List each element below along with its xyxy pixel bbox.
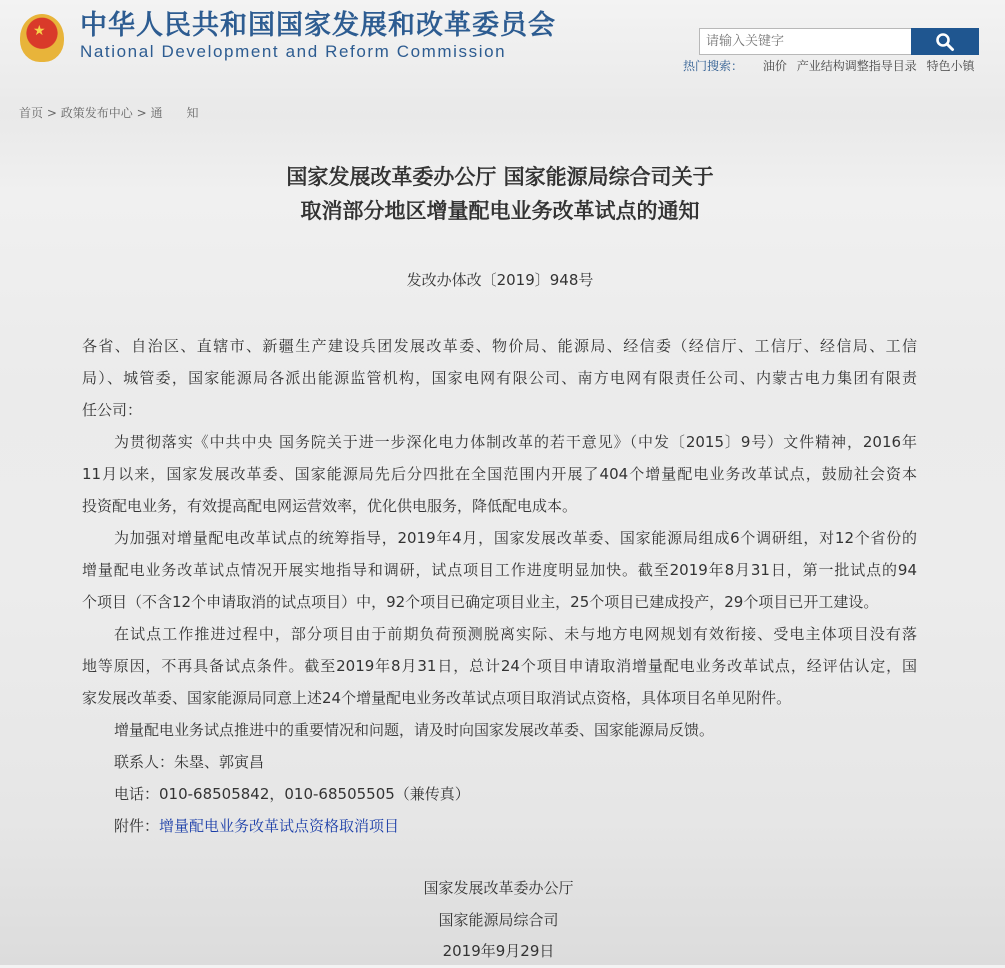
paragraph xyxy=(82,714,917,746)
paragraph-line: 任公司： xyxy=(82,401,143,419)
paragraph-line: 联系人：朱塁、郭寅昌 xyxy=(114,753,265,771)
hot-search-link[interactable]: 油价 xyxy=(762,59,787,73)
signature xyxy=(0,873,997,968)
paragraph-line: 11月以来，国家发展改革委、国家能源局先后分四批在全国范围内开展了404个增量配电业务改革试点，鼓励社会资本 xyxy=(82,465,917,483)
signature-issuer: 国家发展改革委办公厅 xyxy=(423,879,574,897)
paragraph xyxy=(82,746,917,778)
attachment-link[interactable]: 增量配电业务改革试点资格取消项目 xyxy=(159,817,400,835)
search-button[interactable] xyxy=(911,28,979,55)
breadcrumb-separator: > xyxy=(46,106,57,120)
site-title-en[interactable]: National Development and Reform Commission xyxy=(80,42,507,61)
article-title-line: 取消部分地区增量配电业务改革试点的通知 xyxy=(300,198,700,223)
paragraph-line: 投资配电业务，有效提高配电网运营效率，优化供电服务，降低配电成本。 xyxy=(82,497,578,515)
search-icon xyxy=(935,32,955,52)
paragraph-line: 地等原因，不再具备试点条件。截至2019年8月31日，总计24个项目申请取消增量配电业务改革试点，经评估认定，国 xyxy=(82,657,917,675)
search-input[interactable] xyxy=(699,28,911,55)
breadcrumb-policy-center[interactable]: 政策发布中心 xyxy=(60,106,133,120)
breadcrumb-notice[interactable]: 通 知 xyxy=(150,106,199,120)
national-emblem-icon: ★ xyxy=(20,14,64,62)
paragraph-line: 增量配电业务改革试点情况开展实地指导和调研，试点项目工作进度明显加快。截至2019年8月31日，第一批试点的94 xyxy=(82,561,917,579)
paragraph-line: 为加强对增量配电改革试点的统筹指导，2019年4月，国家发展改革委、国家能源局组成6个调研组，对12个省份的 xyxy=(114,529,917,547)
attachment-line xyxy=(82,810,917,842)
paragraph-line: 在试点工作推进过程中，部分项目由于前期负荷预测脱离实际、未与地方电网规划有效衔接、受电主体项目没有落 xyxy=(114,625,917,643)
paragraph-line: 电话：010-68505842，010-68505505（兼传真） xyxy=(114,785,470,803)
breadcrumb-separator: > xyxy=(136,106,147,120)
search-bar xyxy=(699,28,979,55)
hot-search xyxy=(683,59,981,74)
hot-search-link[interactable]: 产业结构调整指导目录 xyxy=(796,59,917,73)
paragraph-line: 增量配电业务试点推进中的重要情况和问题，请及时向国家发展改革委、国家能源局反馈。 xyxy=(114,721,715,739)
paragraph xyxy=(82,426,917,522)
paragraph xyxy=(82,618,917,714)
paragraph xyxy=(82,330,917,426)
document-number: 发改办体改〔2019〕948号 xyxy=(406,271,594,289)
hot-search-link[interactable]: 特色小镇 xyxy=(926,59,975,73)
paragraph xyxy=(82,522,917,618)
paragraph-line: 局）、城管委，国家能源局各派出能源监管机构，国家电网有限公司、南方电网有限责任公司、内蒙古电力集团有限责 xyxy=(82,369,917,387)
signature-issuer: 国家能源局综合司 xyxy=(438,910,559,929)
paragraph-line: 个项目（不含12个申请取消的试点项目）中，92个项目已确定项目业主，25个项目已建成投产，29个项目已开工建设。 xyxy=(82,593,879,611)
attachment-label: 附件： xyxy=(114,817,160,835)
site-title-cn[interactable]: 中华人民共和国国家发展和改革委员会 xyxy=(80,10,556,41)
breadcrumb xyxy=(19,106,198,121)
paragraph-line: 各省、自治区、直辖市、新疆生产建设兵团发展改革委、物价局、能源局、经信委（经信厅、工信厅、经信局、工信 xyxy=(82,337,917,355)
article-body xyxy=(82,330,917,842)
article-title-line: 国家发展改革委办公厅 国家能源局综合司关于 xyxy=(286,164,714,189)
breadcrumb-home[interactable]: 首页 xyxy=(19,106,44,120)
paragraph-line: 为贯彻落实《中共中央 国务院关于进一步深化电力体制改革的若干意见》（中发〔2015〕9号）文件精神，2016年 xyxy=(114,433,917,451)
paragraph xyxy=(82,778,917,810)
paragraph-line: 家发展改革委、国家能源局同意上述24个增量配电业务改革试点项目取消试点资格，具体项目名单见附件。 xyxy=(82,689,792,707)
hot-search-label: 热门搜索： xyxy=(683,59,744,73)
signature-date: 2019年9月29日 xyxy=(442,942,555,960)
